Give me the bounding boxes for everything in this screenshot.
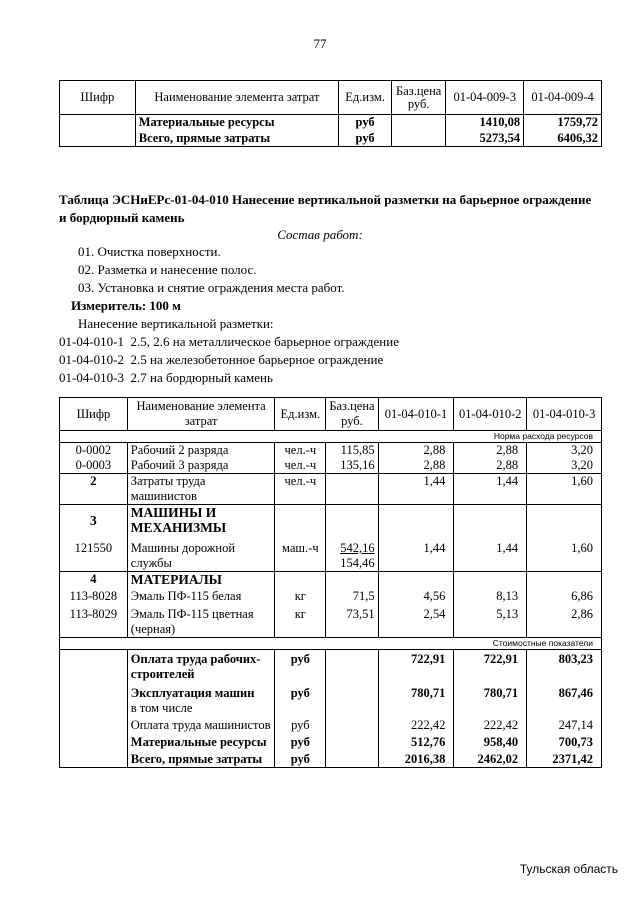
table-row: 121550 Машины дорожной службы маш.-ч 542,16 154,46 1,44 1,44 1,60: [60, 535, 602, 572]
variant-code: 01-04-010-3: [59, 370, 124, 385]
table-row: 113-8028 Эмаль ПФ-115 белая кг 71,5 4,56 8,13 6,86: [60, 587, 602, 604]
table-row: Материальные ресурсы руб 512,76 958,40 700,73: [60, 733, 602, 750]
variant-3: [59, 369, 273, 387]
variant-text: 2.5 на железобетонное барьерное ограждение: [130, 352, 384, 367]
work-item-2: 02. Разметка и нанесение полос.: [78, 262, 257, 277]
table-row: Оплата труда машинистов руб 222,42 222,42 247,14: [60, 716, 602, 733]
table-row: 4 МАТЕРИАЛЫ: [60, 572, 602, 588]
table-row: Эксплуатация машин руб 780,71 780,71 867,46: [60, 682, 602, 701]
table-row: 0-0002 Рабочий 2 разряда чел.-ч 115,85 2,88 2,88 3,20: [60, 443, 602, 459]
table-row: Оплата труда рабочих- строителей руб 722,91 722,91 803,23: [60, 650, 602, 683]
table-title-line1: Таблица ЭСНиЕРс-01-04-010 Нанесение вертикальной разметки на барьерное ограждение: [59, 192, 592, 207]
table-row: Всего, прямые затраты руб 2016,38 2462,02 2371,42: [60, 750, 602, 768]
header-price: Баз.цена руб.: [326, 398, 378, 431]
applying-label: Нанесение вертикальной разметки:: [78, 316, 274, 331]
header-col2: 01-04-010-2: [454, 398, 527, 431]
row-name: Материальные ресурсы: [135, 115, 338, 131]
table-row: 113-8029 Эмаль ПФ-115 цветная (черная) кг 73,51 2,54 5,13 2,86: [60, 604, 602, 638]
footer-region: Тульская область: [519, 862, 618, 876]
header-col2: 01-04-009-4: [524, 81, 602, 115]
header-col3: 01-04-010-3: [527, 398, 602, 431]
header-unit: Ед.изм.: [275, 398, 326, 431]
norm-note: Норма расхода ресурсов: [60, 431, 602, 443]
row-unit: руб: [339, 115, 392, 131]
variant-code: 01-04-010-2: [59, 352, 124, 367]
table-row: 0-0003 Рабочий 3 разряда чел.-ч 135,16 2,88 2,88 3,20: [60, 458, 602, 474]
variant-1: [59, 333, 399, 351]
header-col1: 01-04-009-3: [446, 81, 524, 115]
variant-2: [59, 351, 383, 369]
table-row: [60, 115, 602, 131]
table-row: в том числе: [60, 701, 602, 716]
table-title-line2: и бордюрный камень: [59, 210, 185, 225]
header-col1: 01-04-010-1: [378, 398, 454, 431]
table-row: 3 МАШИНЫ И МЕХАНИЗМЫ: [60, 505, 602, 536]
row-unit: руб: [339, 131, 392, 147]
header-code: Шифр: [60, 398, 128, 431]
cost-note: Стоимостные показатели: [60, 638, 602, 650]
header-name: Наименование элемента затрат: [135, 81, 338, 115]
header-name: Наименование элемента затрат: [127, 398, 275, 431]
variant-code: 01-04-010-1: [59, 334, 124, 349]
header-price: Баз.цена руб.: [392, 81, 446, 115]
variant-text: 2.7 на бордюрный камень: [130, 370, 273, 385]
row-v2: 6406,32: [524, 131, 602, 147]
resource-norm-table: [59, 397, 602, 768]
table-title: [59, 191, 604, 227]
page-number: 77: [313, 36, 327, 51]
work-item-3: 03. Установка и снятие ограждения места работ.: [78, 280, 345, 295]
header-code: Шифр: [60, 81, 136, 115]
table-row: [60, 131, 602, 147]
row-v1: 1410,08: [446, 115, 524, 131]
variant-text: 2.5, 2.6 на металлическое барьерное ограждение: [130, 334, 399, 349]
row-name: Всего, прямые затраты: [135, 131, 338, 147]
row-v2: 1759,72: [524, 115, 602, 131]
top-cost-table: [59, 80, 602, 147]
table-row: 2 Затраты труда машинистов чел.-ч 1,44 1,44 1,60: [60, 474, 602, 505]
header-unit: Ед.изм.: [339, 81, 392, 115]
work-item-1: 01. Очистка поверхности.: [78, 244, 221, 259]
measure-unit: Измеритель: 100 м: [71, 298, 182, 313]
work-heading: Состав работ:: [277, 227, 363, 242]
row-v1: 5273,54: [446, 131, 524, 147]
